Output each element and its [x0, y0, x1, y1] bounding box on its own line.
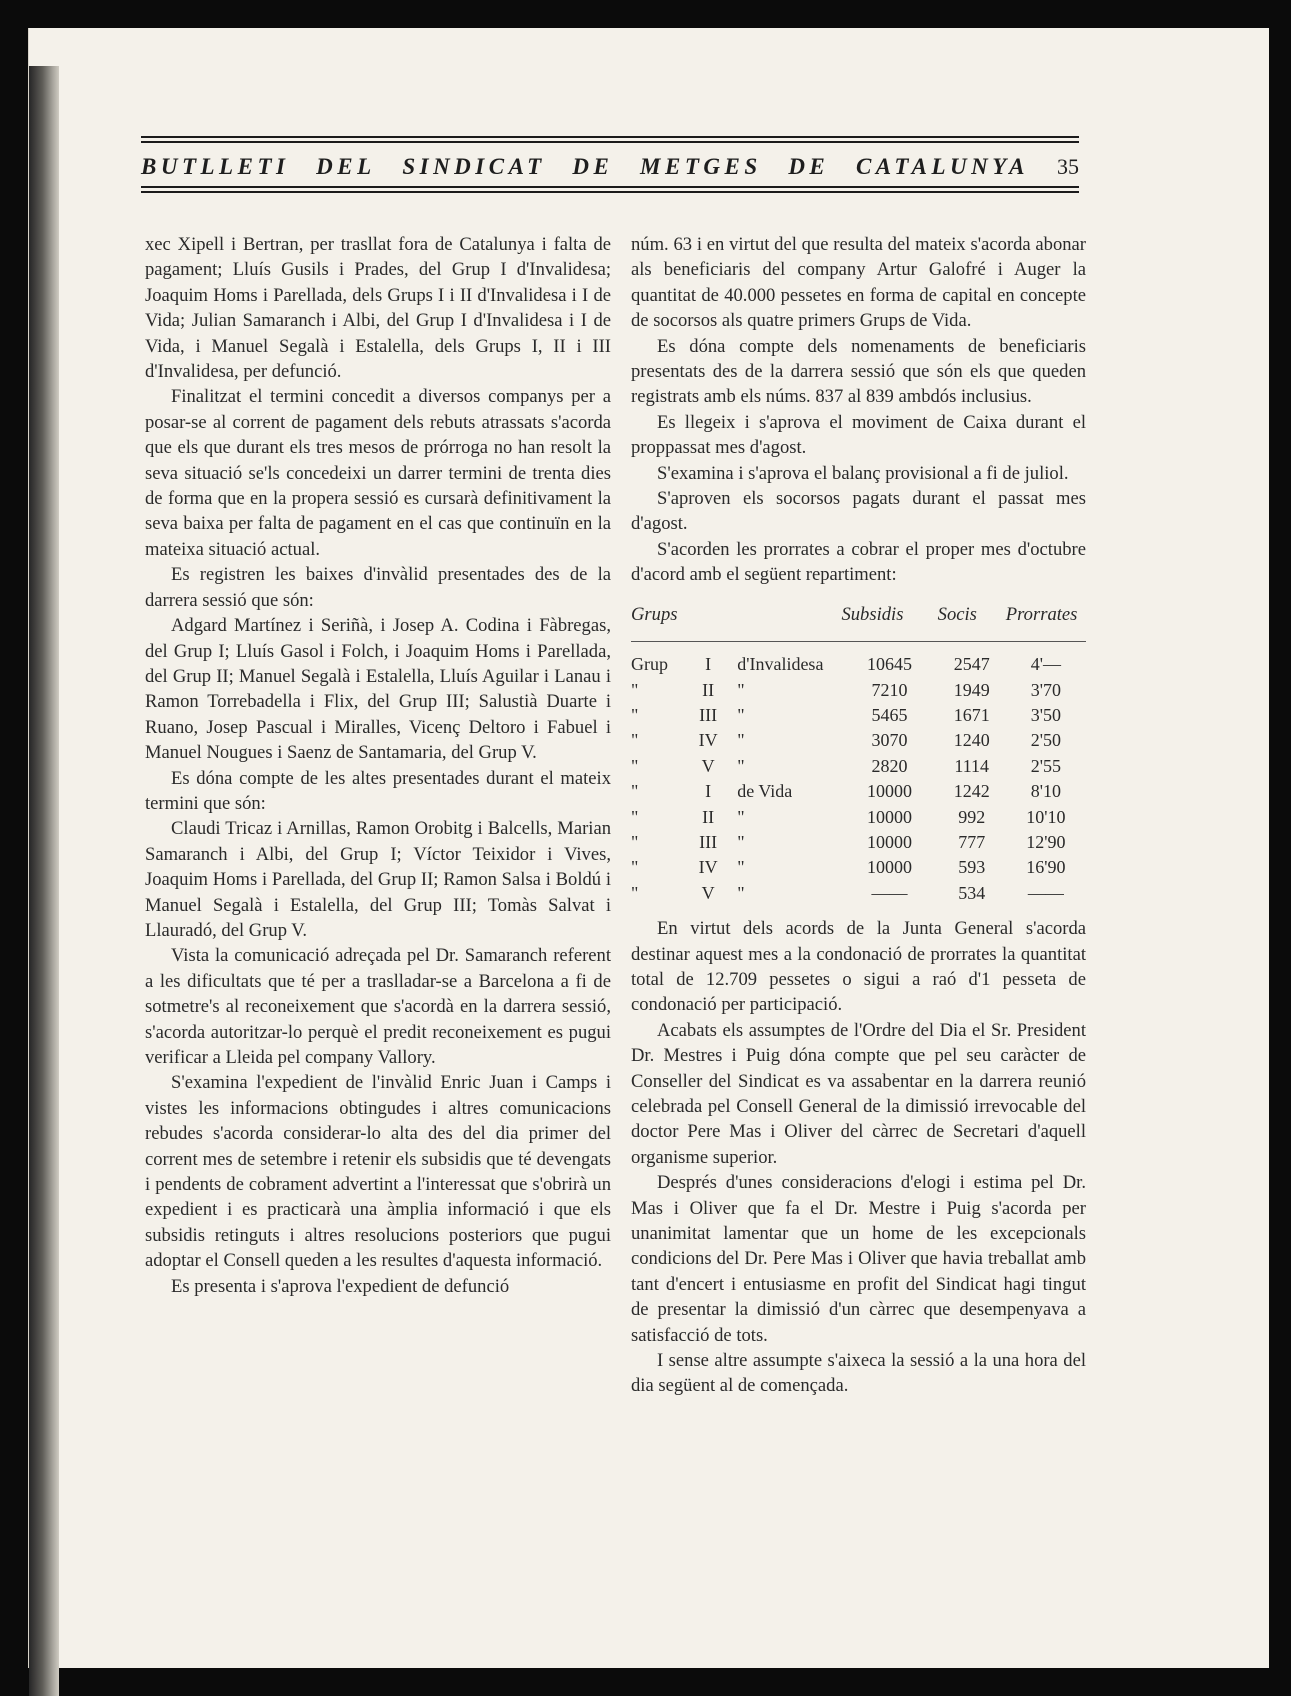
cell-socis: 534 — [958, 882, 986, 903]
cell-grup: " — [631, 806, 639, 827]
cell-prorrates: 10'10 — [1026, 806, 1066, 827]
table-body — [631, 642, 1086, 907]
paragraph: S'examina l'expedient de l'invàlid Enric Juan i Camps i vistes les informacions obtingudes i altres comunicacions rebudes s'acorda considerar-lo alta des del dia primer del corrent mes de setembre i retenir els subsidis que té devengats i pendents de cobrament advertint a l'interessat que s'obrirà un expedient i es practicarà una àmplia informació i que els subsidis retinguts i altres resolucions posteriors que pugui adoptar el Consell queden a les resultes d'aquesta informació. — [145, 1072, 611, 1272]
cell-group-number: IV — [698, 857, 718, 878]
paragraph: Es llegeix i s'aprova el moviment de Caixa durant el proppassat mes d'agost. — [631, 411, 1086, 459]
paragraph: I sense altre assumpte s'aixeca la sessió a la una hora del dia següent al de començada. — [631, 1350, 1086, 1397]
cell-subsidis: —— — [871, 882, 908, 903]
cell-category: d'Invalidesa — [737, 654, 824, 675]
cell-socis: 1240 — [953, 730, 990, 751]
cell-prorrates: 12'90 — [1026, 831, 1066, 852]
cell-grup: " — [631, 831, 639, 852]
cell-grup: " — [631, 704, 639, 725]
table-row — [631, 754, 1086, 779]
cell-subsidis: 7210 — [871, 679, 908, 700]
cell-category: " — [737, 806, 745, 827]
header-bottom-rule — [141, 186, 1079, 188]
right-column — [631, 232, 1086, 1399]
journal-title-word: METGES — [640, 154, 762, 179]
cell-prorrates: 3'50 — [1030, 704, 1062, 725]
cell-prorrates: —— — [1027, 882, 1064, 903]
cell-category: " — [737, 882, 745, 903]
journal-title-word: DE — [572, 154, 614, 179]
cell-grup: Grup — [631, 654, 668, 675]
journal-title — [141, 154, 1057, 180]
cell-grup: " — [631, 882, 639, 903]
header-bottom-rule-2 — [141, 191, 1079, 193]
cell-socis: 1949 — [953, 679, 990, 700]
cell-group-number: V — [701, 755, 715, 776]
left-column — [145, 232, 611, 1299]
paragraph: Acabats els assumptes de l'Ordre del Dia el Sr. President Dr. Mestres i Puig dóna compte que pel seu caràcter de Conseller del Sindicat es va assabentar en la darrera reunió celebrada pel Consell General de la dimissió irrevocable del doctor Pere Mas i Oliver del càrrec de Secretari d'aquell organisme superior. — [631, 1019, 1086, 1168]
cell-prorrates: 16'90 — [1026, 857, 1066, 878]
cell-prorrates: 3'70 — [1030, 679, 1062, 700]
cell-prorrates: 2'50 — [1030, 730, 1062, 751]
paragraph: Claudi Tricaz i Arnillas, Ramon Orobitg i Balcells, Marian Samaranch i Albi, del Grup I; Víctor Teixidor i Vives, Joaquim Homs i Parellada, del Grup II; Ramon Salsa i Boldú i Manuel Segalà i Estalella, del Grup III; Tomàs Salvat i Llauradó, del Grup V. — [145, 818, 611, 941]
header-socis: Socis — [938, 602, 1006, 642]
table-row — [631, 728, 1086, 753]
cell-group-number: V — [701, 882, 715, 903]
cell-subsidis: 3070 — [871, 730, 908, 751]
cell-group-number: III — [699, 704, 718, 725]
cell-category: " — [737, 704, 745, 725]
cell-category: " — [737, 679, 745, 700]
cell-category: " — [737, 857, 745, 878]
table-row — [631, 642, 1086, 678]
cell-prorrates: 4'— — [1030, 654, 1062, 675]
paragraph: Es dóna compte de les altes presentades durant el mateix termini que són: — [145, 767, 611, 814]
cell-grup: " — [631, 679, 639, 700]
cell-subsidis: 5465 — [871, 704, 908, 725]
cell-category: " — [737, 730, 745, 751]
header-top-rule — [141, 136, 1079, 138]
table-row — [631, 779, 1086, 804]
cell-group-number: II — [702, 679, 715, 700]
table-row — [631, 855, 1086, 880]
header-subsidis: Subsidis — [841, 602, 937, 642]
cell-group-number: III — [699, 831, 718, 852]
cell-grup: " — [631, 730, 639, 751]
cell-socis: 1242 — [953, 781, 990, 802]
paragraph: S'examina i s'aprova el balanç provisional a fi de juliol. — [657, 462, 1069, 484]
cell-subsidis: 10645 — [867, 654, 913, 675]
cell-subsidis: 10000 — [867, 857, 913, 878]
journal-title-word: DE — [788, 154, 830, 179]
paragraph: S'aproven els socorsos pagats durant el passat mes d'agost. — [631, 488, 1086, 535]
paragraph: Després d'unes consideracions d'elogi i estima pel Dr. Mas i Oliver que fa el Dr. Mestre i Puig s'acorda per unanimitat lamentar que un home de les excepcionals condicions del Dr. Pere Mas i Oliver que havia treballat amb tant d'encert i entusiasme en profit del Sindicat hagi tingut de presentar la dimissió d'un càrrec que desempenyava a satisfacció de tots. — [631, 1172, 1086, 1346]
page-number: 35 — [1057, 154, 1079, 179]
journal-title-word: CATALUNYA — [855, 154, 1029, 179]
book-binding-edge — [29, 66, 59, 1696]
running-header — [141, 136, 1079, 196]
table-row — [631, 830, 1086, 855]
table-row — [631, 805, 1086, 830]
cell-socis: 2547 — [953, 654, 990, 675]
table-row — [631, 881, 1086, 906]
table-row — [631, 678, 1086, 703]
cell-subsidis: 10000 — [867, 781, 913, 802]
journal-title-word: SINDICAT — [402, 154, 546, 179]
prorrates-table — [631, 602, 1086, 906]
cell-prorrates: 8'10 — [1030, 781, 1062, 802]
cell-socis: 777 — [958, 831, 986, 852]
paragraph: Finalitzat el termini concedit a diversos companys per a posar-se al corrent de pagament dels rebuts atrassats s'acorda que els que durant els tres mesos de prórroga no han resolt la seva situació se'ls concedeixi un darrer termini de trenta dies de forma que en la propera sessió es cursarà definitivament la seva baixa per falta de pagament en el cas que continuïn en la mateixa situació actual. — [145, 386, 611, 560]
cell-group-number: I — [705, 654, 712, 675]
header-prorrates: Prorrates — [1006, 602, 1086, 642]
cell-socis: 1671 — [953, 704, 990, 725]
paragraph: En virtut dels acords de la Junta General s'acorda destinar aquest mes a la condonació de prorrates la quantitat total de 12.709 pessetes o sigui a raó d'1 pesseta de condonació per participació. — [631, 918, 1086, 1016]
cell-grup: " — [631, 781, 639, 802]
cell-group-number: II — [702, 806, 715, 827]
paragraph: Adgard Martínez i Seriñà, i Josep A. Codina i Fàbregas, del Grup I; Lluís Gasol i Folch, i Joaquim Homs i Parellada, del Grup II; Manuel Segalà i Estalella, Lluís Aguilar i Lanau i Ramon Torrebadella i Flix, del Grup III; Salustià Duarte i Ruano, Josep Pascual i Miralles, Vicenç Deltoro i Fabuel i Manuel Nougues i Saenz de Santamaria, del Grup V. — [145, 615, 611, 764]
cell-category: " — [737, 755, 745, 776]
table-header-row — [631, 602, 1086, 642]
header-top-rule-2 — [141, 141, 1079, 143]
paragraph: Es registren les baixes d'invàlid presentades des de la darrera sessió que són: — [145, 564, 611, 611]
cell-subsidis: 10000 — [867, 831, 913, 852]
cell-socis: 992 — [958, 806, 986, 827]
cell-group-number: I — [705, 781, 712, 802]
journal-title-word: DEL — [316, 154, 376, 179]
paragraph: Vista la comunicació adreçada pel Dr. Samaranch referent a les dificultats que té per a traslladar-se a Barcelona a fi de sotmetre's al reconeixement que s'acordà en la darrera sessió, s'acorda autoritzar-lo perquè el predit reconeixement es pugui verificar a Lleida pel company Vallory. — [145, 945, 611, 1068]
cell-group-number: IV — [698, 730, 718, 751]
journal-title-word: BUTLLETI — [141, 154, 290, 179]
cell-socis: 1114 — [954, 755, 990, 776]
paragraph: S'acorden les prorrates a cobrar el proper mes d'octubre d'acord amb el següent repartiment: — [631, 538, 1086, 586]
cell-socis: 593 — [958, 857, 986, 878]
table-row — [631, 703, 1086, 728]
cell-category: de Vida — [737, 781, 793, 802]
paragraph: Es presenta i s'aprova l'expedient de defunció — [171, 1275, 510, 1297]
cell-prorrates: 2'55 — [1030, 755, 1062, 776]
cell-subsidis: 10000 — [867, 806, 913, 827]
header-grups: Grups — [631, 602, 841, 642]
cell-subsidis: 2820 — [871, 755, 908, 776]
cell-grup: " — [631, 857, 639, 878]
paragraph: núm. 63 i en virtut del que resulta del mateix s'acorda abonar als beneficiaris del company Artur Galofré i Auger la quantitat de 40.000 pessetes en forma de capital en concepte de socorsos als quatre primers Grups de Vida. — [631, 234, 1086, 332]
paragraph: Es dóna compte dels nomenaments de beneficiaris presentats des de la darrera sessió que són els que queden registrats amb els núms. 837 al 839 ambdós inclusius. — [631, 335, 1086, 408]
cell-category: " — [737, 831, 745, 852]
cell-grup: " — [631, 755, 639, 776]
paragraph: xec Xipell i Bertran, per trasllat fora de Catalunya i falta de pagament; Lluís Gusils i Prades, del Grup I d'Invalidesa; Joaquim Homs i Parellada, dels Grups I i II d'Invalidesa i I de Vida; Julian Samaranch i Albi, del Grup I d'Invalidesa i I de Vida, i Manuel Segalà i Estalella, dels Grups I, II i III d'Invalidesa, per defunció. — [145, 234, 611, 383]
